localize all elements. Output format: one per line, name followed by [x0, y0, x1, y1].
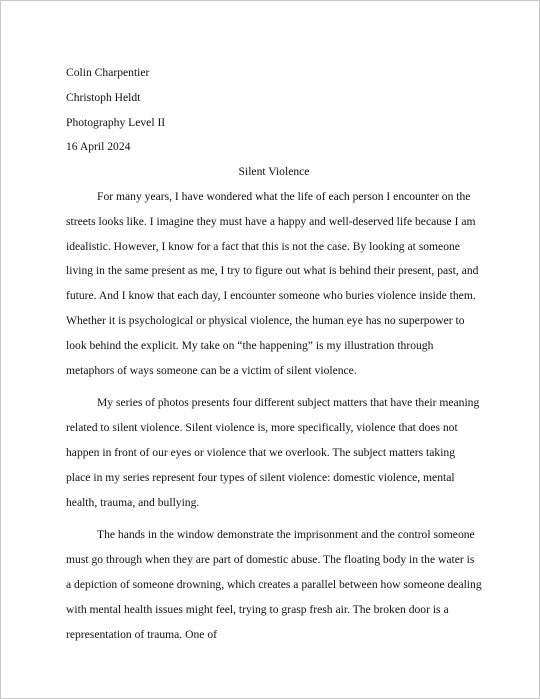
document-body [66, 61, 482, 655]
essay-date: 16 April 2024 [66, 140, 131, 154]
essay-title: Silent Violence [238, 165, 310, 179]
paragraph-2: My series of photos presents four different subject matters that have their meaning related to silent violence. Silent violence is, more specifically, violence that does not happen in front of our eyes or violence that we overlook. The subject matters taking place in my series represent four types of silent violence: domestic violence, mental health, trauma, and bullying. [66, 396, 480, 509]
paragraph-3: The hands in the window demonstrate the imprisonment and the control someone must go through when they are part of domestic abuse. The floating body in the water is a depiction of someone drowning, which creates a parallel between how someone dealing with mental health issues might feel, trying to grasp fresh air. The broken door is a representation of trauma. One of [66, 528, 482, 641]
paragraph-1: For many years, I have wondered what the life of each person I encounter on the streets looks like. I imagine they must have a happy and well-deserved life because I am idealistic. However, I know for a fact that this is not the case. By looking at someone living in the same present as me, I try to figure out what is behind their present, past, and future. And I know that each day, I encounter someone who buries violence inside them. Whether it is psychological or physical violence, the human eye has no superpower to look behind the explicit. My take on “the happening” is my illustration through metaphors of ways someone can be a victim of silent violence. [66, 189, 479, 377]
author-name: Colin Charpentier [66, 66, 150, 79]
course-name: Photography Level II [66, 115, 166, 129]
instructor-name: Christoph Heldt [66, 90, 141, 104]
